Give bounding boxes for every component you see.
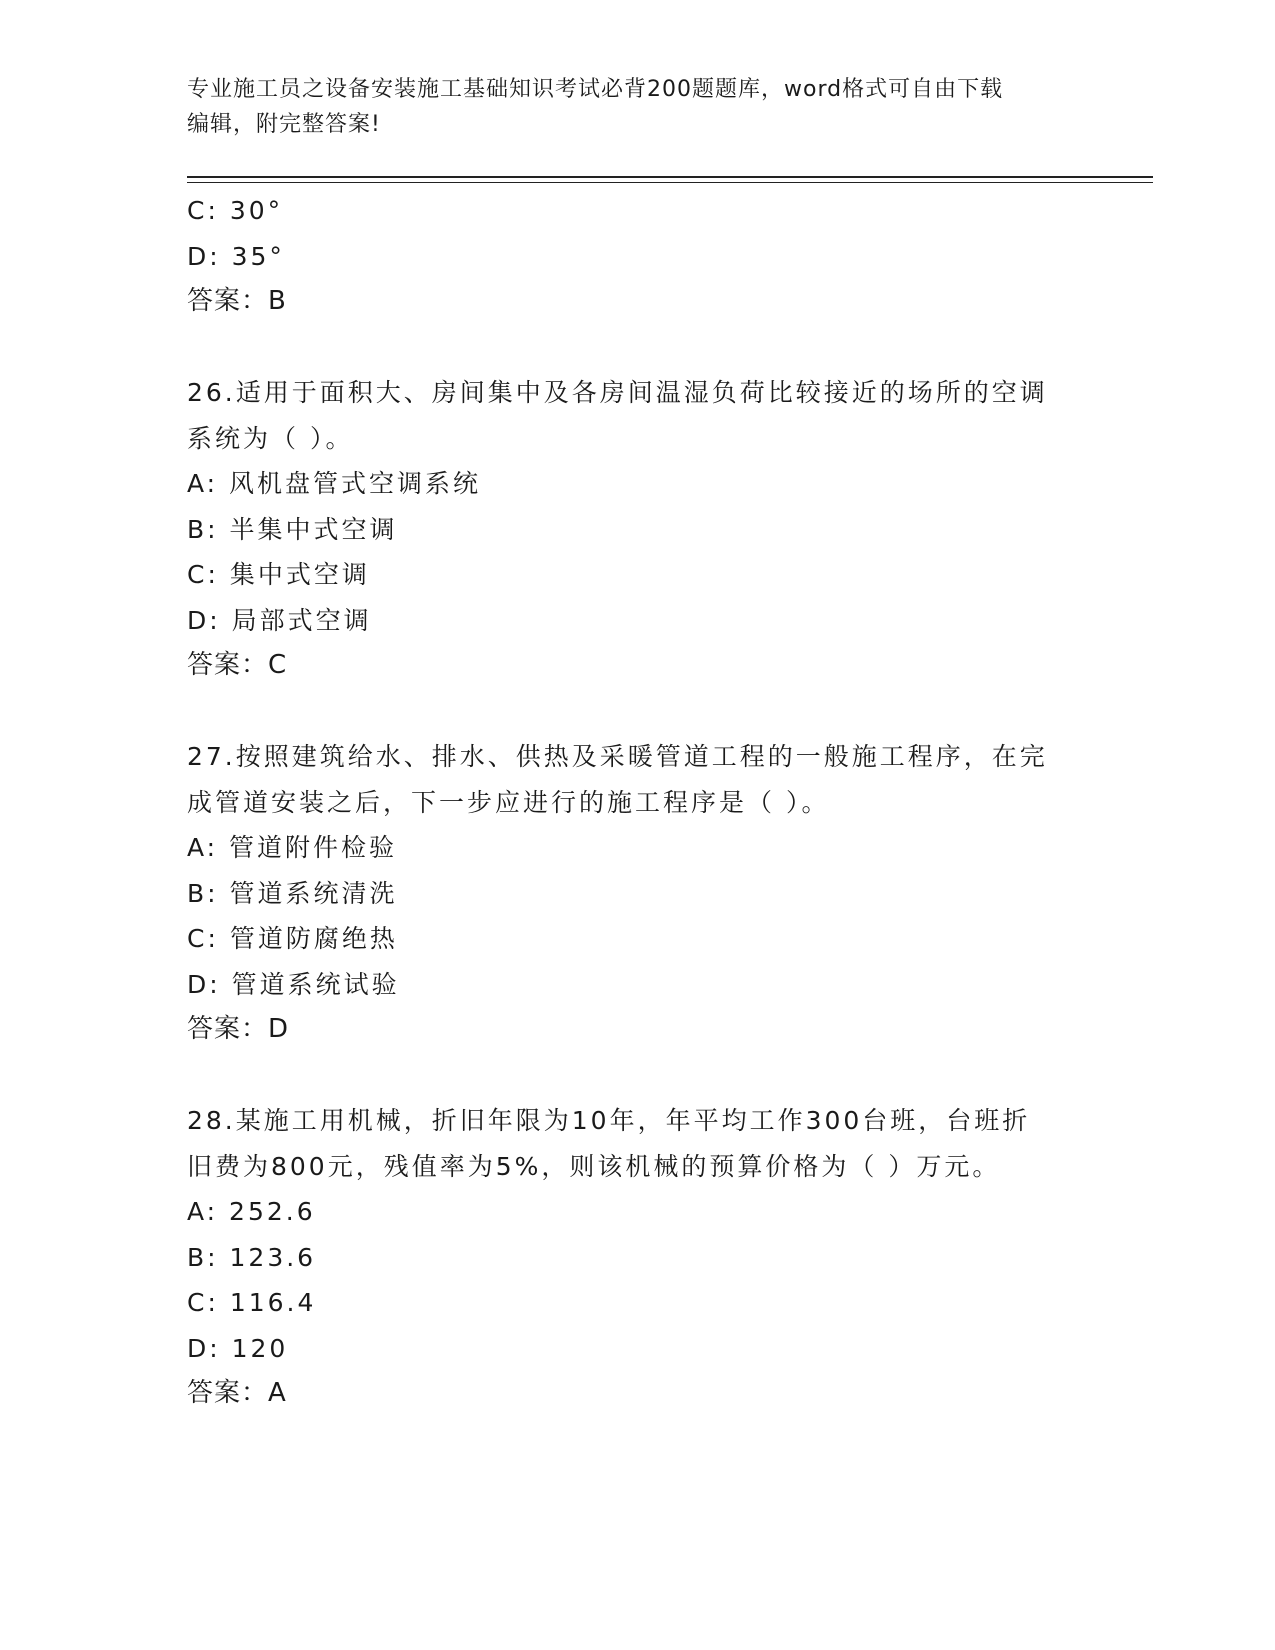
question-stem: 旧费为800元，残值率为5%，则该机械的预算价格为（ ）万元。 <box>187 1151 1001 1181</box>
question-stem: 28.某施工用机械，折旧年限为10年，年平均工作300台班，台班折 <box>187 1106 1031 1135</box>
option-a: A: 管道附件检验 <box>187 833 398 862</box>
document-body <box>187 188 1087 1417</box>
option-d: D: 局部式空调 <box>187 605 372 635</box>
option-d: D: 35° <box>187 241 285 271</box>
option-a: A: 252.6 <box>187 1197 316 1226</box>
spacer <box>187 689 1087 735</box>
question-stem: 成管道安装之后，下一步应进行的施工程序是（ ）。 <box>187 787 830 817</box>
question-26 <box>187 370 1087 689</box>
question-28 <box>187 1098 1087 1417</box>
answer-line: 答案：C <box>187 650 288 680</box>
spacer <box>187 325 1087 371</box>
option-c: C: 管道防腐绝热 <box>187 924 398 953</box>
header-rule-thick <box>187 176 1153 178</box>
answer-line: 答案：D <box>187 1014 290 1044</box>
option-a: A: 风机盘管式空调系统 <box>187 469 482 498</box>
option-b: B: 管道系统清洗 <box>187 878 398 908</box>
option-d: D: 管道系统试验 <box>187 969 400 999</box>
answer-line: 答案：A <box>187 1378 287 1408</box>
option-c: C: 116.4 <box>187 1288 317 1317</box>
option-b: B: 123.6 <box>187 1242 317 1272</box>
question-stem: 系统为（ ）。 <box>187 423 354 453</box>
question-27 <box>187 734 1087 1053</box>
option-c: C: 集中式空调 <box>187 560 370 589</box>
option-b: B: 半集中式空调 <box>187 514 398 544</box>
question-stem: 26.适用于面积大、房间集中及各房间温湿负荷比较接近的场所的空调 <box>187 378 1048 407</box>
header-line-1: 专业施工员之设备安装施工基础知识考试必背200题题库，word格式可自由下载 <box>187 77 1004 102</box>
header-rule-thin <box>187 182 1153 183</box>
option-c: C: 30° <box>187 196 284 225</box>
answer-line: 答案：B <box>187 286 287 316</box>
page-header <box>187 72 1087 142</box>
question-stem: 27.按照建筑给水、排水、供热及采暖管道工程的一般施工程序，在完 <box>187 742 1048 771</box>
header-line-2: 编辑，附完整答案! <box>187 112 381 137</box>
spacer <box>187 1053 1087 1099</box>
question-25-tail <box>187 188 1087 325</box>
option-d: D: 120 <box>187 1333 289 1363</box>
